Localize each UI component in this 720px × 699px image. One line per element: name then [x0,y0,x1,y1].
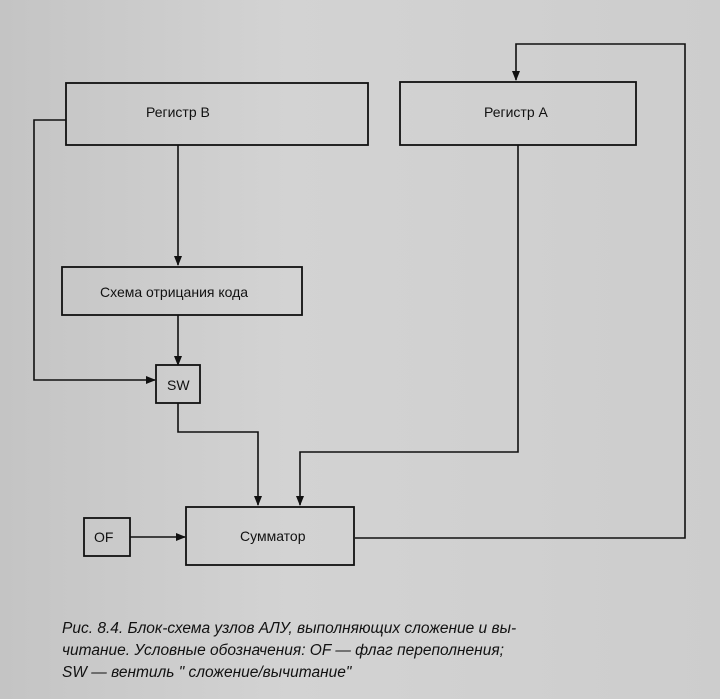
figure-caption [62,618,702,684]
regb-bypass-line [34,120,155,380]
rega-to-adder-line [300,145,518,505]
caption-line-3: SW — вентиль " сложение/вычитание" [62,664,352,681]
register-a-label: Регистр A [484,104,548,120]
register-b-label: Регистр B [146,104,210,120]
adder-label: Сумматор [240,528,306,544]
negation-label: Схема отрицания кода [100,284,249,300]
caption-line-1: Рис. 8.4. Блок-схема узлов АЛУ, выполняющих сложение и вы- [62,620,517,637]
register-b-box [66,83,368,145]
sw-label: SW [167,377,190,393]
caption-line-2: читание. Условные обозначения: OF — флаг переполнения; [62,642,504,659]
sw-to-adder-line [178,403,258,505]
of-label: OF [94,529,114,545]
